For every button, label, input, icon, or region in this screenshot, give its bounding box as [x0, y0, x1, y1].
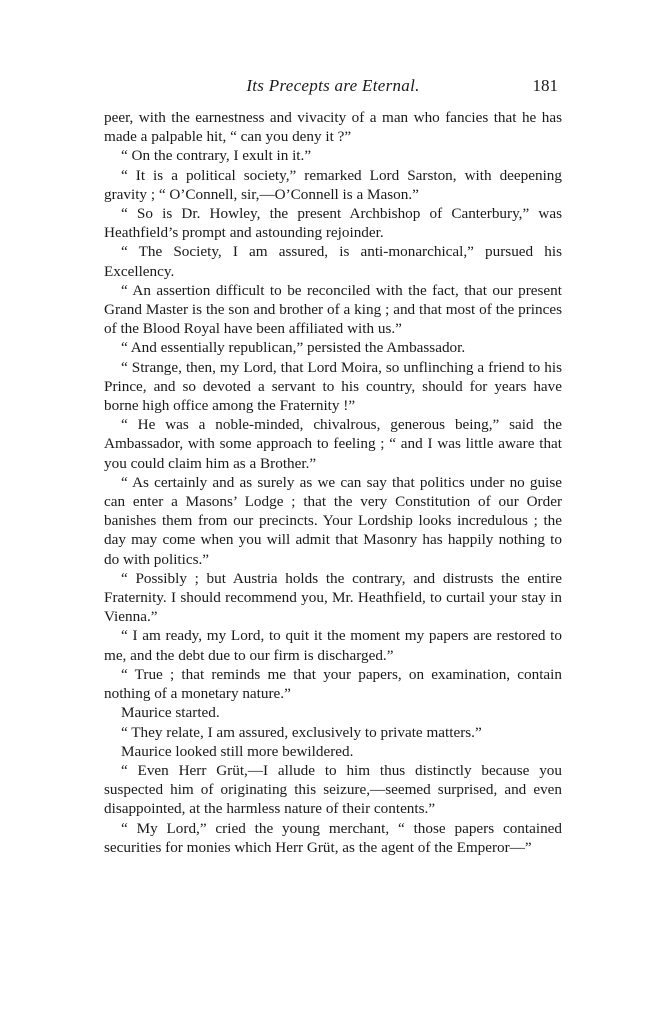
book-page — [104, 74, 562, 857]
paragraph: “ True ; that reminds me that your papers, on examination, contain nothing of a monetary nature.” — [104, 665, 562, 703]
running-title: Its Precepts are Eternal. — [246, 76, 420, 95]
paragraph: “ My Lord,” cried the young merchant, “ those papers contained securities for monies which Herr Grüt, as the agent of the Emperor—” — [104, 819, 562, 856]
paragraph: Maurice started. — [121, 704, 220, 722]
paragraph: “ As certainly and as surely as we can say that politics under no guise can enter a Masons’ Lodge ; that the very Constitution of our Order banishes them from our precincts. Your Lordship looks incredulous ; the day may come when you will admit that Masonry has happily nothing to do with politics.” — [104, 473, 562, 568]
paragraph: peer, with the earnestness and vivacity of a man who fancies that he has made a palpable hit, “ can you deny it ?” — [104, 109, 562, 146]
paragraph: “ It is a political society,” remarked Lord Sarston, with deepening gravity ; “ O’Connell, sir,—O’Connell is a Mason.” — [104, 166, 562, 203]
paragraph: “ So is Dr. Howley, the present Archbishop of Canterbury,” was Heathfield’s prompt and astounding rejoinder. — [104, 205, 562, 242]
paragraph: Maurice looked still more bewildered. — [121, 742, 354, 760]
running-head — [104, 74, 562, 98]
paragraph: “ Strange, then, my Lord, that Lord Moira, so unflinching a friend to his Prince, and so devoted a servant to his country, should for years have borne high office among the Fraternity !” — [104, 358, 562, 415]
paragraph: “ Even Herr Grüt,—I allude to him thus distinctly because you suspected him of originating this seizure,—seemed surprised, and even disappointed, at the harmless nature of their contents.” — [104, 761, 562, 818]
paragraph: “ The Society, I am assured, is anti-monarchical,” pursued his Excellency. — [104, 243, 562, 280]
paragraph: “ Possibly ; but Austria holds the contrary, and distrusts the entire Fraternity. I should recommend you, Mr. Heathfield, to curtail your stay in Vienna.” — [104, 569, 562, 626]
paragraph: “ He was a noble-minded, chivalrous, generous being,” said the Ambassador, with some approach to feeling ; “ and I was little aware that you could claim him as a Brother.” — [104, 416, 562, 472]
page-number: 181 — [532, 76, 558, 95]
paragraph: “ An assertion difficult to be reconciled with the fact, that our present Grand Master is the son and brother of a king ; and that most of the princes of the Blood Royal have been affiliated with us.” — [104, 281, 562, 338]
paragraph: “ On the contrary, I exult in it.” — [121, 147, 312, 165]
paragraph: “ I am ready, my Lord, to quit it the moment my papers are restored to me, and the debt due to our firm is discharged.” — [104, 627, 562, 664]
body-text — [104, 108, 562, 857]
paragraph: “ And essentially republican,” persisted the Ambassador. — [121, 339, 466, 357]
paragraph: “ They relate, I am assured, exclusively to private matters.” — [121, 723, 482, 741]
